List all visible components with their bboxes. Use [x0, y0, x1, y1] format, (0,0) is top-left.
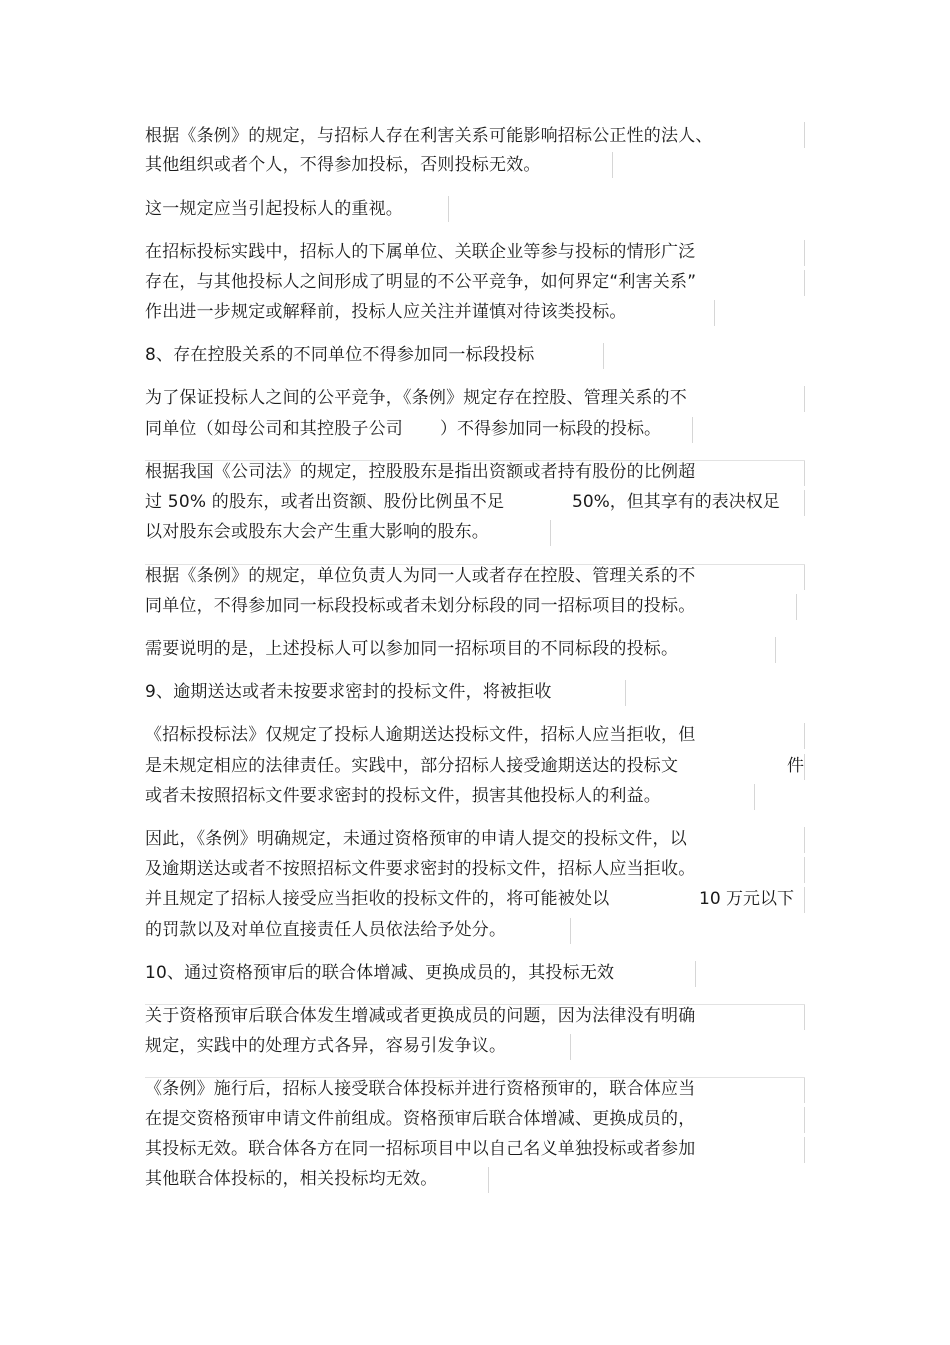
ruling-line	[804, 122, 805, 148]
ruling-line	[570, 1034, 571, 1060]
text-line: 这一规定应当引起投标人的重视。	[145, 199, 403, 219]
text-line: 其投标无效。联合体各方在同一招标项目中以自己名义单独投标或者参加	[145, 1139, 696, 1159]
section-heading: 10、通过资格预审后的联合体增减、更换成员的，其投标无效	[145, 963, 615, 983]
ruling-line	[804, 887, 805, 913]
ruling-line	[804, 754, 805, 780]
ruling-line	[804, 1004, 805, 1030]
text-line: 为了保证投标人之间的公平竞争，《条例》规定存在控股、管理关系的不	[145, 388, 687, 408]
text-line: 根据我国《公司法》的规定，控股股东是指出资额或者持有股份的比例超	[145, 462, 696, 482]
text-line: 作出进一步规定或解释前，投标人应关注并谨慎对待该类投标。	[145, 302, 627, 322]
text-fragment: 10 万元以下	[699, 889, 795, 909]
text-line: 根据《条例》的规定，与招标人存在利害关系可能影响招标公正性的法人、	[145, 126, 713, 146]
ruling-line	[754, 784, 755, 810]
ruling-line	[550, 520, 551, 546]
ruling-line	[804, 490, 805, 516]
text-fragment: 件	[787, 756, 804, 776]
text-line: 在提交资格预审申请文件前组成。资格预审后联合体增减、更换成员的，	[145, 1109, 696, 1129]
ruling-line	[804, 270, 805, 296]
text-line: 同单位，不得参加同一标段投标或者未划分标段的同一招标项目的投标。	[145, 596, 696, 616]
text-fragment: 50%，但其享有的表决权足	[572, 492, 780, 512]
section-heading: 9、逾期送达或者未按要求密封的投标文件，将被拒收	[145, 682, 552, 702]
text-line: 是未规定相应的法律责任。实践中，部分招标人接受逾期送达的投标文	[145, 756, 679, 776]
text-line: 存在，与其他投标人之间形成了明显的不公平竞争，如何界定“利害关系”	[145, 272, 697, 292]
text-fragment: ）不得参加同一标段的投标。	[440, 419, 661, 439]
section-heading: 8、存在控股关系的不同单位不得参加同一标段投标	[145, 345, 535, 365]
text-line: 过 50% 的股东，或者出资额、股份比例虽不足	[145, 492, 505, 512]
ruling-line	[804, 460, 805, 486]
text-line: 同单位（如母公司和其控股子公司	[145, 419, 403, 439]
text-line: 或者未按照招标文件要求密封的投标文件，损害其他投标人的利益。	[145, 786, 661, 806]
ruling-line	[612, 152, 613, 178]
ruling-line	[804, 827, 805, 853]
ruling-line	[695, 961, 696, 987]
ruling-line	[804, 386, 805, 412]
ruling-line	[570, 918, 571, 944]
text-line: 关于资格预审后联合体发生增减或者更换成员的问题，因为法律没有明确	[145, 1006, 696, 1026]
ruling-line	[804, 564, 805, 590]
text-line: 需要说明的是，上述投标人可以参加同一招标项目的不同标段的投标。	[145, 639, 679, 659]
text-line: 规定，实践中的处理方式各异，容易引发争议。	[145, 1036, 507, 1056]
ruling-line	[804, 240, 805, 266]
text-line: 其他联合体投标的，相关投标均无效。	[145, 1169, 438, 1189]
ruling-line	[145, 564, 805, 565]
ruling-line	[714, 300, 715, 326]
ruling-line	[145, 1004, 805, 1005]
text-line: 及逾期送达或者不按照招标文件要求密封的投标文件，招标人应当拒收。	[145, 859, 696, 879]
text-line: 《招标投标法》仅规定了投标人逾期送达投标文件，招标人应当拒收，但	[145, 725, 696, 745]
ruling-line	[796, 594, 797, 620]
text-line: 《条例》施行后，招标人接受联合体投标并进行资格预审的，联合体应当	[145, 1079, 696, 1099]
ruling-line	[804, 1137, 805, 1163]
ruling-line	[625, 680, 626, 706]
ruling-line	[448, 196, 449, 222]
text-line: 因此，《条例》明确规定，未通过资格预审的申请人提交的投标文件，以	[145, 829, 687, 849]
text-line: 的罚款以及对单位直接责任人员依法给予处分。	[145, 920, 507, 940]
text-line: 并且规定了招标人接受应当拒收的投标文件的，将可能被处以	[145, 889, 610, 909]
text-line: 其他组织或者个人，不得参加投标，否则投标无效。	[145, 155, 541, 175]
ruling-line	[804, 1077, 805, 1103]
ruling-line	[804, 723, 805, 749]
ruling-line	[804, 1107, 805, 1133]
ruling-line	[145, 1077, 805, 1078]
text-line: 在招标投标实践中，招标人的下属单位、关联企业等参与投标的情形广泛	[145, 242, 696, 262]
ruling-line	[692, 417, 693, 443]
ruling-line	[145, 460, 805, 461]
ruling-line	[488, 1167, 489, 1193]
ruling-line	[603, 343, 604, 369]
ruling-line	[804, 857, 805, 883]
text-line: 根据《条例》的规定，单位负责人为同一人或者存在控股、管理关系的不	[145, 566, 696, 586]
ruling-line	[775, 637, 776, 663]
text-line: 以对股东会或股东大会产生重大影响的股东。	[145, 522, 489, 542]
